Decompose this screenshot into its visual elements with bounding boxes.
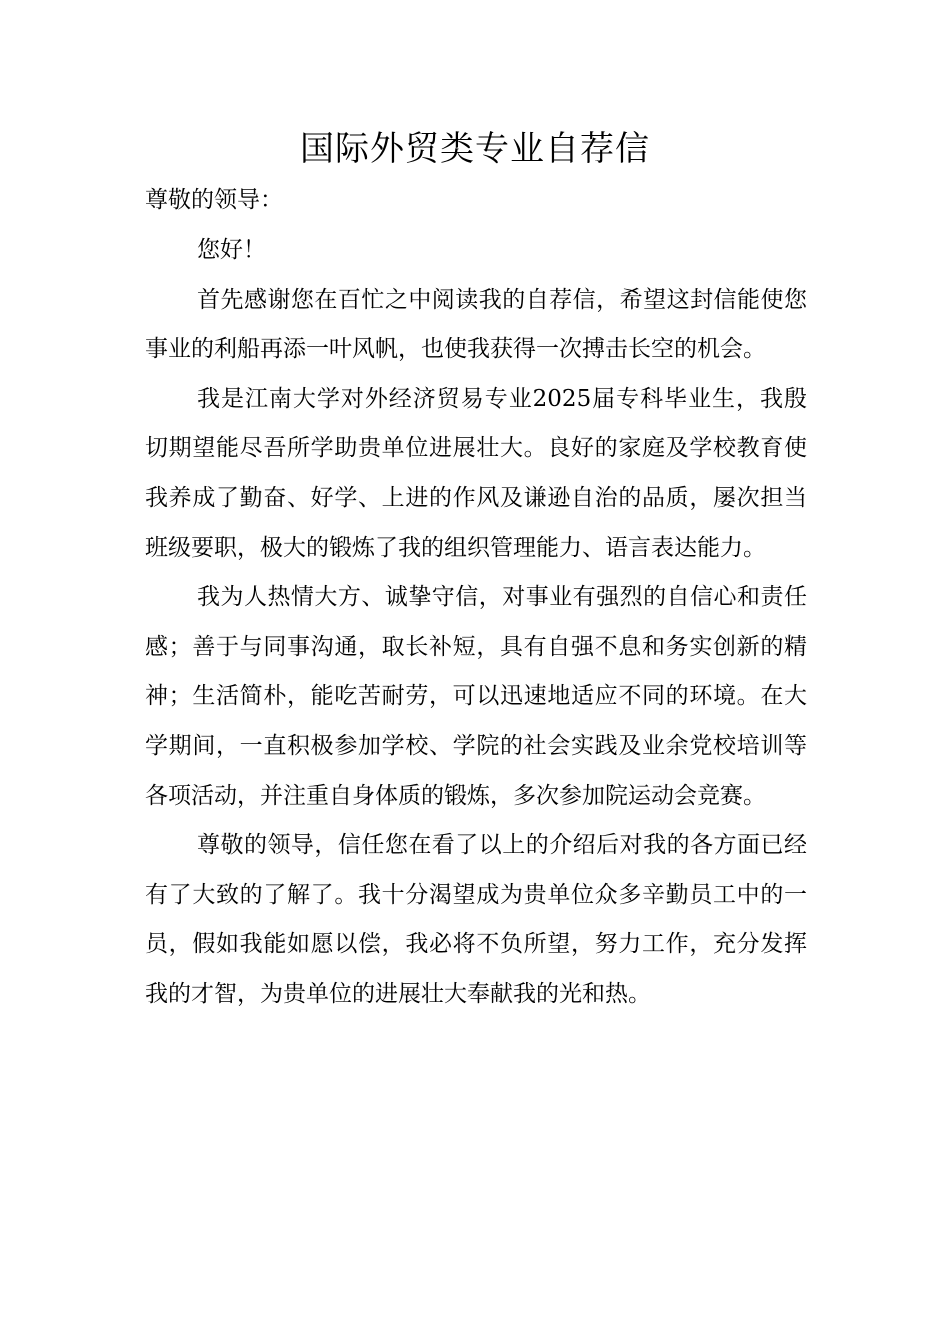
body-paragraph: 我是江南大学对外经济贸易专业2025届专科毕业生，我殷切期望能尽吾所学助贵单位进展壮大。良好的家庭及学校教育使我养成了勤奋、好学、上进的作风及谦逊自治的品质，屡次担当班级要职，极大的锻炼了我的组织管理能力、语言表达能力。 (145, 385, 807, 561)
body-paragraph: 首先感谢您在百忙之中阅读我的自荐信，希望这封信能使您事业的利船再添一叶风帆，也使我获得一次搏击长空的机会。 (145, 286, 807, 363)
body-paragraph: 尊敬的领导，信任您在看了以上的介绍后对我的各方面已经有了大致的了解了。我十分渴望成为贵单位众多辛勤员工中的一员，假如我能如愿以偿，我必将不负所望，努力工作，充分发挥我的才智，为贵单位的进展壮大奉献我的光和热。 (145, 832, 807, 1007)
salutation: 尊敬的领导： (145, 187, 283, 213)
greeting-paragraph: 您好！ (197, 237, 266, 263)
document-title: 国际外贸类专业自荐信 (300, 129, 650, 169)
letter-body (145, 226, 807, 1020)
body-paragraph: 我为人热情大方、诚挚守信，对事业有强烈的自信心和责任感；善于与同事沟通，取长补短，具有自强不息和务实创新的精神；生活简朴，能吃苦耐劳，可以迅速地适应不同的环境。在大学期间，一直积极参加学校、学院的社会实践及业余党校培训等各项活动，并注重自身体质的锻炼，多次参加院运动会竞赛。 (145, 584, 807, 809)
